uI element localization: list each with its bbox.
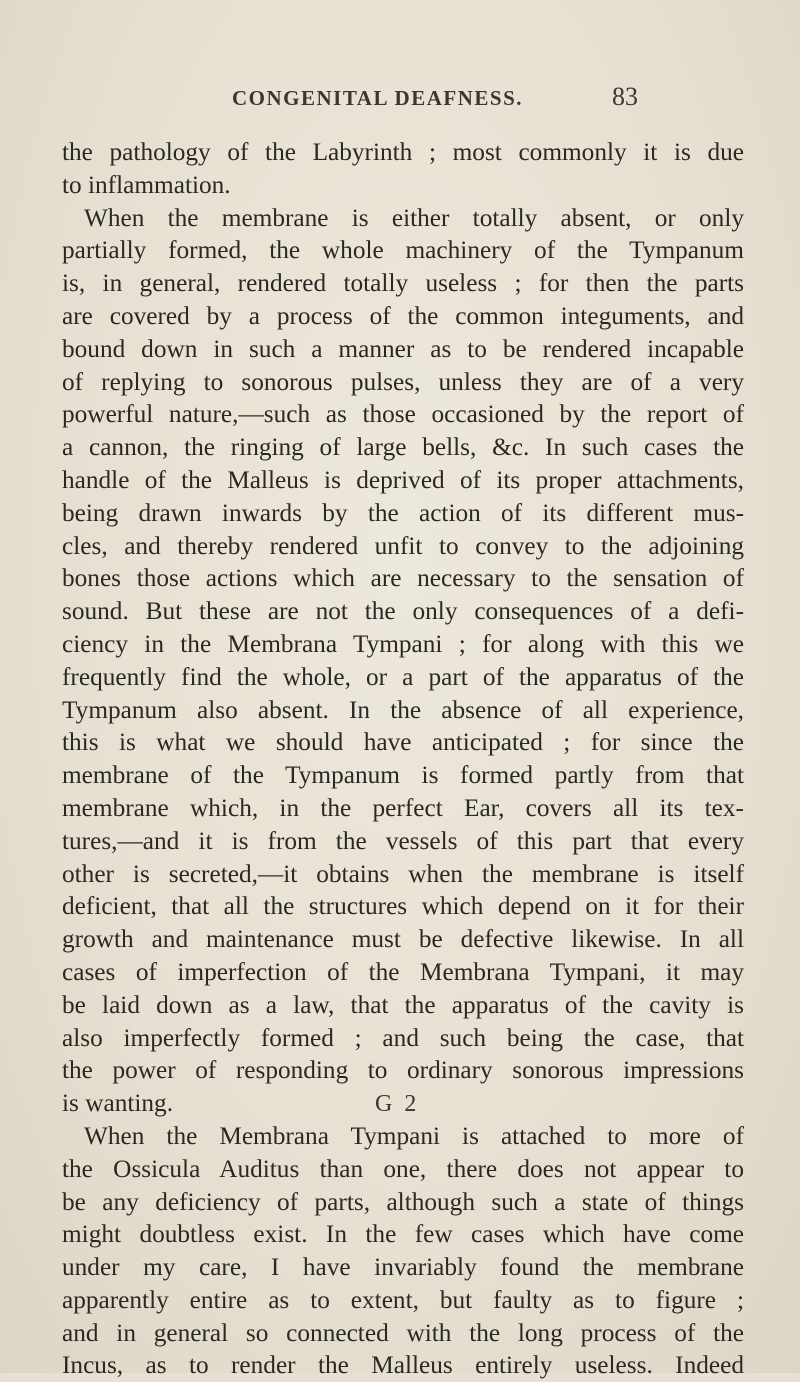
text-line: Tympanum also absent. In the absence of all experience,	[62, 695, 744, 724]
body-text	[62, 136, 744, 1382]
text-line: cles, and thereby rendered unfit to convey to the adjoining	[62, 531, 744, 560]
text-line: be any deficiency of parts, although such a state of things	[62, 1187, 744, 1216]
text-line: membrane of the Tympanum is formed partly from that	[62, 761, 744, 790]
text-line: under my care, I have invariably found the membrane	[62, 1253, 744, 1282]
page-header	[0, 82, 800, 116]
text-line: When the membrane is either totally absent, or only	[84, 203, 744, 232]
text-line: and in general so connected with the long process of the	[62, 1318, 744, 1347]
text-line: the pathology of the Labyrinth ; most commonly it is due	[62, 138, 744, 166]
text-line: ciency in the Membrana Tympani ; for along with this we	[62, 629, 744, 658]
text-line: is, in general, rendered totally useless ; for then the parts	[62, 269, 744, 298]
text-line: also imperfectly formed ; and such being the case, that	[62, 1023, 744, 1052]
text-line: a cannon, the ringing of large bells, &c. In such cases the	[62, 433, 744, 462]
text-line: cases of imperfection of the Membrana Tympani, it may	[62, 957, 744, 986]
text-line: the power of responding to ordinary sonorous impressions	[62, 1056, 744, 1085]
running-title: CONGENITAL DEAFNESS.	[232, 86, 524, 110]
text-line: of replying to sonorous pulses, unless they are of a very	[62, 367, 744, 396]
text-line: might doubtless exist. In the few cases which have come	[62, 1220, 744, 1249]
text-line: powerful nature,—such as those occasioned by the report of	[62, 400, 744, 429]
text-line: is wanting.	[62, 1089, 174, 1118]
text-line: apparently entire as to extent, but faulty as to figure ;	[62, 1285, 744, 1314]
text-line: Incus, as to render the Malleus entirely useless. Indeed	[62, 1351, 744, 1380]
text-line: frequently find the whole, or a part of the apparatus of the	[62, 662, 744, 691]
text-line: bound down in such a manner as to be rendered incapable	[62, 334, 744, 363]
text-line: are covered by a process of the common integuments, and	[62, 301, 744, 330]
text-line: deficient, that all the structures which depend on it for their	[62, 892, 744, 921]
text-line: the Ossicula Auditus than one, there does not appear to	[62, 1154, 744, 1183]
page-number: 83	[612, 82, 638, 111]
signature-mark: G 2	[375, 1091, 420, 1117]
text-line: to inflammation.	[62, 170, 231, 199]
text-line: bones those actions which are necessary to the sensation of	[62, 564, 744, 593]
text-line: other is secreted,—it obtains when the membrane is itself	[62, 859, 744, 888]
text-line: sound. But these are not the only consequences of a defi-	[62, 597, 744, 626]
text-line: be laid down as a law, that the apparatus of the cavity is	[62, 990, 744, 1019]
text-line: growth and maintenance must be defective likewise. In all	[62, 925, 744, 954]
text-line: tures,—and it is from the vessels of this part that every	[62, 826, 744, 855]
text-line: this is what we should have anticipated ; for since the	[62, 728, 744, 757]
text-line: handle of the Malleus is deprived of its proper attachments,	[62, 465, 744, 494]
text-line: membrane which, in the perfect Ear, covers all its tex-	[62, 793, 744, 822]
text-line: being drawn inwards by the action of its different mus-	[62, 498, 744, 527]
text-line: partially formed, the whole machinery of the Tympanum	[62, 236, 744, 265]
text-line: When the Membrana Tympani is attached to more of	[84, 1121, 744, 1150]
